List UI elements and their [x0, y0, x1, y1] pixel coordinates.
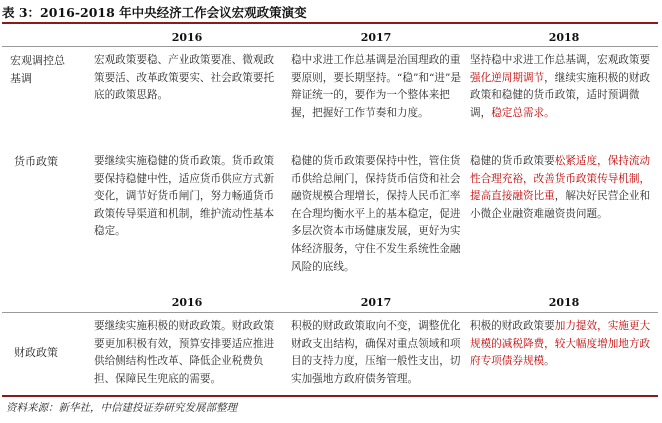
macro-2018-text-a: 坚持稳中求进工作总基调，宏观政策要 [470, 54, 651, 66]
monetary-2018-text-c: ，解决好民营企业和小微企业融资难融资贵问题。 [470, 190, 651, 220]
year-header-2018: 2018 [548, 31, 580, 44]
fiscal-2018-cell [470, 318, 658, 371]
macro-2018-cell [470, 52, 658, 122]
macro-2017-cell: 稳中求进工作总基调是治国理政的重要原则，要长期坚持。“稳”和“进”是辩证统一的，要作为一个整体来把握，把握好工作节奏和力度。 [291, 54, 461, 119]
year-header-2016-repeat: 2016 [171, 296, 203, 309]
row-label-macro-line1: 宏观调控总 [10, 54, 65, 67]
year-header-2017-repeat: 2017 [360, 296, 392, 309]
year-header-2018-repeat: 2018 [548, 296, 580, 309]
monetary-2018-highlight: 松紧适度，保持流动性合理充裕，改善货币政策传导机制，提高直接融资比重 [470, 155, 651, 203]
macro-2018-highlight-1: 强化逆周期调节 [470, 71, 545, 84]
fiscal-2017-cell: 积极的财政政策取向不变，调整优化财政支出结构，确保对重点领域和项目的支持力度，压缩一般性支出，切实加强地方政府债务管理。 [291, 320, 461, 385]
fiscal-2018-text-c: 。 [544, 355, 555, 368]
monetary-2018-text-a: 稳健的货币政策要 [470, 155, 555, 167]
monetary-2016-cell: 要继续实施稳健的货币政策。货币政策要保持稳健中性，适应货币供应方式新变化，调节好货币闸门，努力畅通货币政策传导渠道和机制，维护流动性基本稳定。 [94, 155, 275, 238]
monetary-2017-cell: 稳健的货币政策要保持中性，管住货币供给总闸门，保持货币信贷和社会融资规模合理增长，保持人民币汇率在合理均衡水平上的基本稳定，促进多层次资本市场健康发展，更好为实体经济服务，守住不发生系统性金融风险的底线。 [291, 155, 461, 273]
monetary-2018-cell [470, 153, 658, 223]
row-label-macro-line2: 基调 [10, 72, 32, 85]
year-header-2017: 2017 [360, 31, 392, 44]
year-header-2016: 2016 [171, 31, 203, 44]
fiscal-2018-highlight: 加力提效，实施更大规模的减税降费，较大幅度增加地方政府专项债券规模 [470, 320, 651, 368]
source-note: 资料来源：新华社，中信建投证券研究发展部整理 [6, 402, 237, 414]
macro-2018-highlight-2: 稳定总需求。 [491, 106, 555, 119]
table-title: 表 3：2016-2018 年中央经济工作会议宏观政策演变 [2, 5, 307, 20]
title-rule [2, 22, 658, 24]
header-divider [2, 46, 658, 47]
row-label-monetary: 货币政策 [14, 155, 58, 168]
row-label-macro [10, 52, 88, 88]
row-label-fiscal: 财政政策 [14, 346, 58, 359]
bottom-rule [2, 395, 658, 397]
fiscal-2016-cell: 要继续实施积极的财政政策。财政政策要更加积极有效，预算安排要适应推进供给侧结构性改革、降低企业税费负担、保障民生兜底的需要。 [94, 320, 275, 385]
macro-2016-cell: 宏观政策要稳、产业政策要准、微观政策要活、改革政策要实、社会政策要托底的政策思路。 [94, 54, 275, 102]
fiscal-2018-text-a: 积极的财政政策要 [470, 320, 555, 332]
macro-2018-text-c: ，继续实施积极的财政政策和稳健的货币政策，适时预调微调， [470, 71, 651, 119]
header-divider-repeat [2, 312, 658, 313]
